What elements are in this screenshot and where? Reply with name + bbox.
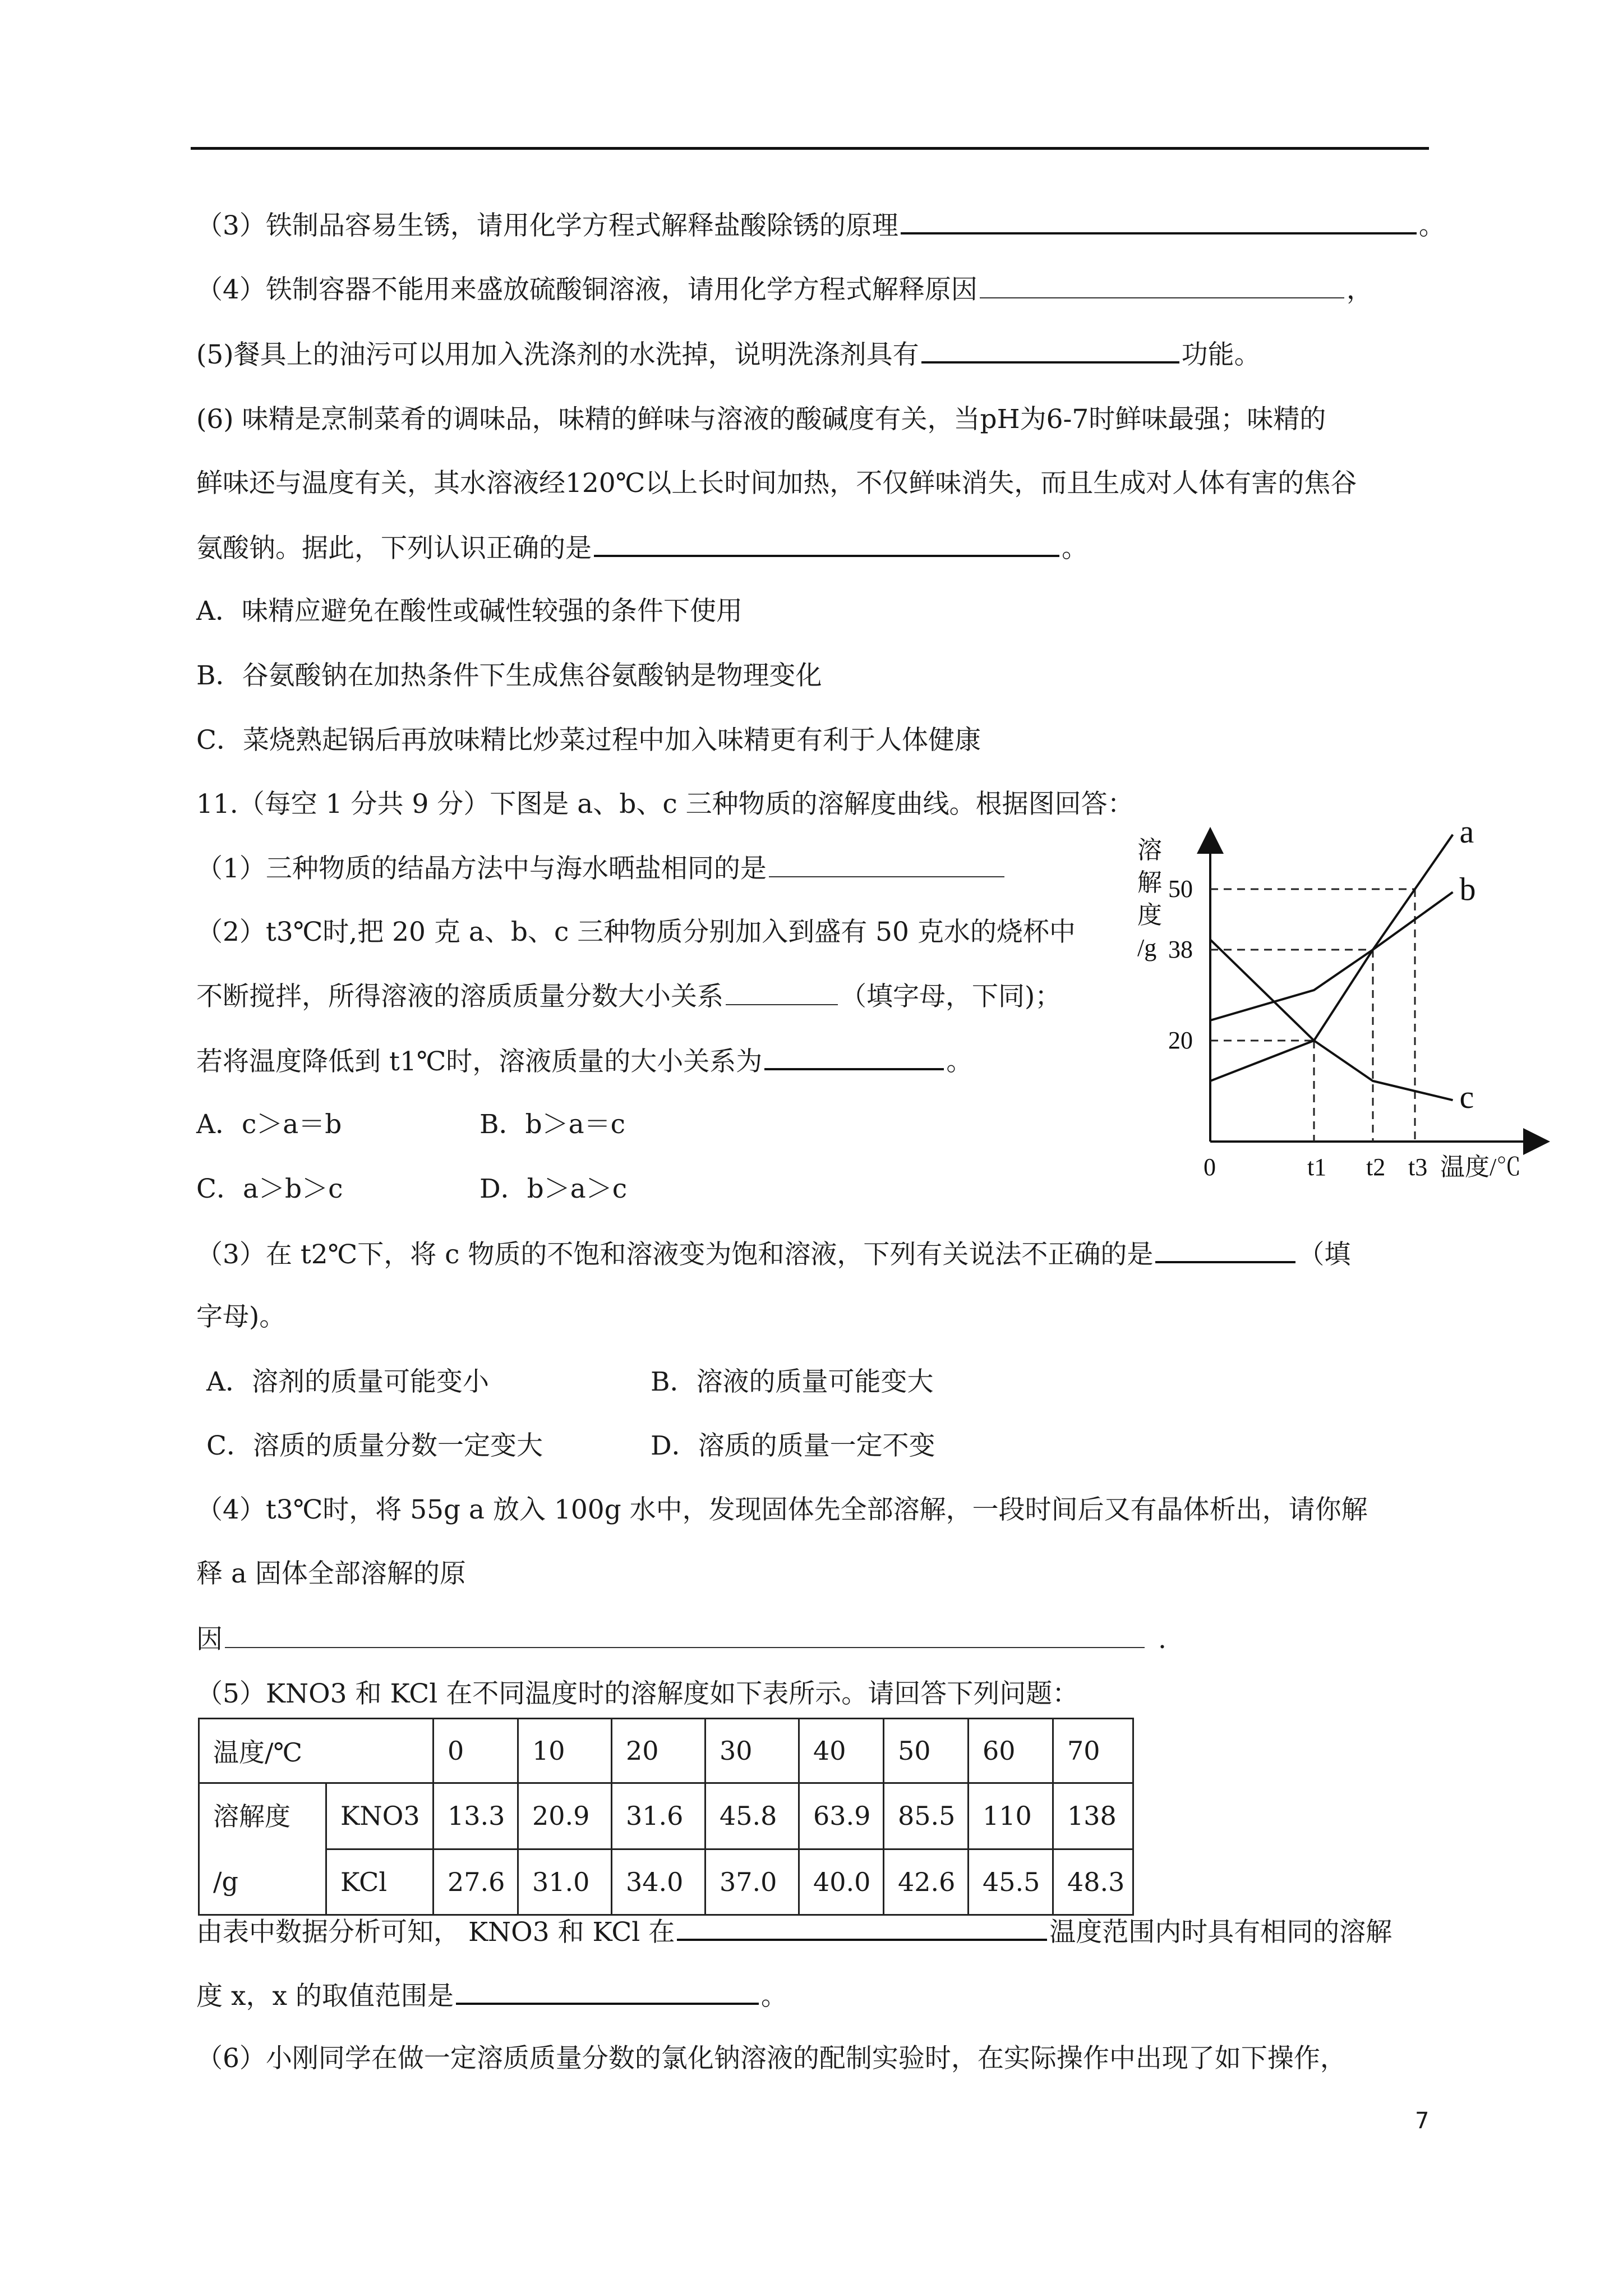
series-line-c	[1210, 940, 1453, 1100]
q10-part6-line2: 鲜味还与温度有关，其水溶液经120℃以上长时间加热，不仅鲜味消失，而且生成对人体有害的焦谷	[196, 468, 1357, 499]
q11-part2-option-c: C．a＞b＞c	[196, 1174, 343, 1204]
x-tick-label: t2	[1366, 1153, 1386, 1181]
y-axis-label: /g	[1137, 934, 1157, 961]
q10-option-b: B．谷氨酸钠在加热条件下生成焦谷氨酸钠是物理变化	[196, 660, 822, 691]
series-label-c: c	[1459, 1079, 1474, 1116]
answer-blank[interactable]	[764, 1043, 944, 1070]
q10-part5: (5)餐具上的油污可以用加入洗涤剂的水洗掉，说明洗涤剂具有 功能。	[196, 337, 1261, 372]
series-label-b: b	[1459, 871, 1476, 908]
q10-part6-line3: 氨酸钠。据此，下列认识正确的是 。	[196, 530, 1088, 565]
table-cell: 63.9	[799, 1783, 884, 1849]
table-header-solubility: 溶解度 /g	[199, 1783, 326, 1915]
table-cell: 60	[969, 1719, 1053, 1783]
answer-blank[interactable]	[726, 979, 838, 1005]
table-cell: 31.0	[518, 1849, 612, 1915]
table-row	[199, 1783, 1133, 1849]
q11-part3-line1: （3）在 t2℃下，将 c 物质的不饱和溶液变为饱和溶液，下列有关说法不正确的是 （填	[196, 1236, 1350, 1272]
q11-part4-line1: （4）t3℃时，将 55g a 放入 100g 水中，发现固体先全部溶解，一段时间后又有晶体析出，请你解	[196, 1494, 1368, 1525]
q11-title: 11.（每空 1 分共 9 分）下图是 a、b、c 三种物质的溶解度曲线。根据图回答：	[196, 789, 1134, 820]
answer-blank[interactable]	[456, 1978, 759, 2005]
table-cell: 13.3	[434, 1783, 518, 1849]
q10-option-a: A．味精应避免在酸性或碱性较强的条件下使用	[196, 596, 743, 627]
q10-part6-line1: (6) 味精是烹制菜肴的调味品，味精的鲜味与溶液的酸碱度有关，当pH为6-7时鲜味最强；味精的	[196, 404, 1326, 435]
answer-blank[interactable]	[769, 852, 1004, 877]
series-line-b	[1210, 892, 1453, 1020]
answer-blank[interactable]	[677, 1914, 1047, 1941]
q11-part2-line3: 若将温度降低到 t1℃时，溶液质量的大小关系为 。	[196, 1043, 972, 1079]
answer-blank[interactable]	[980, 273, 1344, 298]
answer-blank[interactable]	[1155, 1236, 1295, 1263]
solubility-curve-chart	[1126, 819, 1564, 1189]
series-line-a	[1210, 835, 1453, 1081]
table-cell: 48.3	[1053, 1849, 1133, 1915]
answer-blank[interactable]	[594, 530, 1059, 557]
q11-part3-option-a: A．溶剂的质量可能变小	[206, 1366, 489, 1397]
x-tick-label: 0	[1204, 1153, 1216, 1181]
table-cell: 40.0	[799, 1849, 884, 1915]
table-cell: 85.5	[884, 1783, 969, 1849]
q11-part5-line1: 由表中数据分析可知， KNO3 和 KCl 在 温度范围内时具有相同的溶解	[196, 1914, 1392, 1949]
q11-part2-option-d: D．b＞a＞c	[479, 1174, 628, 1204]
y-axis-label: 解	[1137, 869, 1162, 896]
x-tick-label: t3	[1408, 1153, 1428, 1181]
q10-option-c: C．菜烧熟起锅后再放味精比炒菜过程中加入味精更有利于人体健康	[196, 725, 981, 756]
q11-part3-option-b: B．溶液的质量可能变大	[651, 1366, 934, 1397]
y-axis-label: 度	[1137, 901, 1162, 929]
table-cell: 34.0	[612, 1849, 706, 1915]
table-cell: 45.8	[706, 1783, 799, 1849]
q11-part4-line2: 释 a 固体全部溶解的原	[196, 1558, 466, 1589]
table-header-kcl: KCl	[326, 1849, 434, 1915]
series-label-a: a	[1459, 819, 1474, 850]
q11-part1: （1）三种物质的结晶方法中与海水晒盐相同的是	[196, 852, 1007, 886]
x-axis-label: 温度/℃	[1440, 1153, 1521, 1181]
q11-part2-line1: （2）t3℃时,把 20 克 a、b、c 三种物质分别加入到盛有 50 克水的烧杯中	[196, 917, 1076, 947]
q11-part4-line3: 因 .	[196, 1622, 1166, 1657]
table-cell: 20.9	[518, 1783, 612, 1849]
table-cell: 0	[434, 1719, 518, 1783]
y-tick-label: 38	[1168, 936, 1193, 963]
solubility-table	[198, 1718, 1134, 1916]
table-header-kno3: KNO3	[326, 1783, 434, 1849]
table-cell: 50	[884, 1719, 969, 1783]
table-cell: 30	[706, 1719, 799, 1783]
q11-part2-option-a: A．c＞a＝b	[196, 1109, 342, 1140]
table-row	[199, 1719, 1133, 1783]
table-cell: 20	[612, 1719, 706, 1783]
table-header-temperature: 温度/℃	[199, 1719, 434, 1783]
table-cell: 10	[518, 1719, 612, 1783]
y-tick-label: 20	[1168, 1027, 1193, 1054]
table-cell: 42.6	[884, 1849, 969, 1915]
answer-blank[interactable]	[921, 337, 1179, 364]
y-axis-label: 溶	[1137, 836, 1162, 864]
answer-blank[interactable]	[225, 1622, 1145, 1648]
q10-part3: （3）铁制品容易生锈，请用化学方程式解释盐酸除锈的原理 。	[196, 208, 1445, 243]
q11-part2-line2: 不断搅拌，所得溶液的溶质质量分数大小关系 （填字母，下同)；	[196, 979, 1061, 1014]
table-cell: 27.6	[434, 1849, 518, 1915]
table-cell: 138	[1053, 1783, 1133, 1849]
q11-part3-option-d: D．溶质的质量一定不变	[651, 1430, 935, 1461]
table-row	[199, 1849, 1133, 1915]
y-tick-label: 50	[1168, 875, 1193, 903]
answer-blank[interactable]	[901, 208, 1417, 234]
q11-part5-line2: 度 x，x 的取值范围是 。	[196, 1978, 787, 2013]
page-number: 7	[1415, 2108, 1430, 2134]
q11-part2-option-b: B．b＞a＝c	[479, 1109, 625, 1140]
header-rule	[191, 147, 1429, 150]
q10-part4: （4）铁制容器不能用来盛放硫酸铜溶液，请用化学方程式解释原因 ，	[196, 273, 1373, 307]
q11-part3-option-c: C．溶质的质量分数一定变大	[206, 1430, 543, 1461]
q11-part5-intro: （5）KNO3 和 KCl 在不同温度时的溶解度如下表所示。请回答下列问题：	[196, 1678, 1079, 1709]
table-cell: 45.5	[969, 1849, 1053, 1915]
table-cell: 70	[1053, 1719, 1133, 1783]
table-cell: 37.0	[706, 1849, 799, 1915]
q11-part3-line2: 字母)。	[196, 1301, 286, 1332]
q11-part6: （6）小刚同学在做一定溶质质量分数的氯化钠溶液的配制实验时，在实际操作中出现了如下操作，	[196, 2043, 1347, 2074]
table-cell: 31.6	[612, 1783, 706, 1849]
table-cell: 40	[799, 1719, 884, 1783]
table-cell: 110	[969, 1783, 1053, 1849]
x-tick-label: t1	[1307, 1153, 1327, 1181]
